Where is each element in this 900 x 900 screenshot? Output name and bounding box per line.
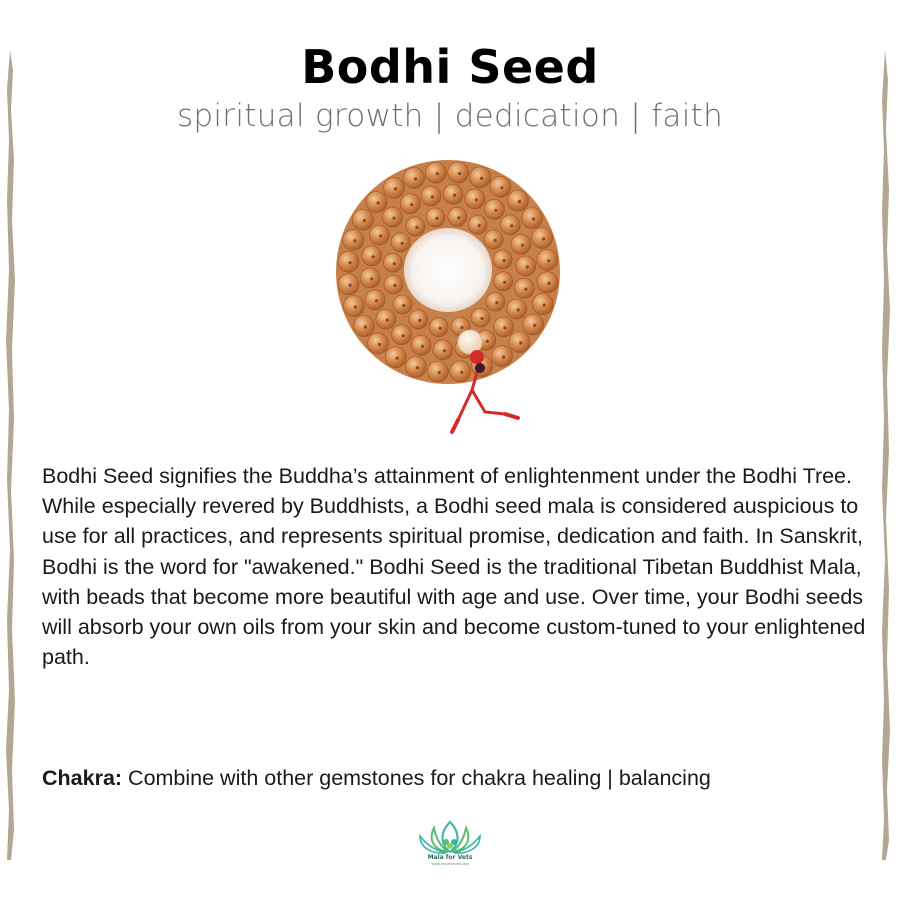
mala-bead: [383, 253, 402, 272]
mala-bead: [405, 356, 426, 377]
bead-speck: [394, 187, 397, 190]
bead-speck: [438, 371, 441, 374]
bodhi-seed-mala-icon: [320, 150, 580, 450]
bead-speck: [402, 304, 405, 307]
mala-bead: [465, 189, 485, 209]
bead-speck: [439, 327, 442, 330]
mala-bead: [522, 208, 543, 229]
bead-speck: [372, 255, 375, 258]
bead-speck: [524, 288, 527, 291]
logo-brand: Mala for Vets: [427, 854, 473, 861]
bead-speck: [354, 305, 357, 308]
mala-bead: [492, 346, 513, 367]
bead-speck: [377, 201, 380, 204]
right-border-stroke: [880, 50, 894, 860]
bead-speck: [503, 326, 506, 329]
bead-speck: [418, 319, 421, 322]
mala-bead: [369, 225, 389, 245]
chakra-label: Chakra:: [42, 766, 123, 790]
bead-speck: [414, 177, 417, 180]
mala-bead: [450, 361, 471, 382]
mala-bead: [421, 186, 441, 206]
mala-bead: [391, 233, 410, 252]
mala-bead: [400, 194, 420, 214]
mala-bead: [338, 274, 359, 295]
mala-bead: [468, 215, 487, 234]
bead-speck: [364, 325, 367, 328]
mala-bead: [532, 228, 553, 249]
mala-bead: [509, 332, 530, 353]
mala-bead: [532, 294, 553, 315]
bead-speck: [386, 319, 389, 322]
page-title: Bodhi Seed: [301, 40, 599, 94]
bead-speck: [402, 334, 405, 337]
bead-speck: [410, 203, 413, 206]
bead-speck: [378, 343, 381, 346]
mala-bead: [429, 318, 448, 337]
mala-bead: [393, 295, 412, 314]
mala-bead: [353, 316, 374, 337]
bead-speck: [458, 172, 461, 175]
bead-speck: [435, 217, 438, 220]
mala-bead: [490, 176, 511, 197]
mala-bead: [383, 207, 403, 227]
mala-bead: [471, 308, 490, 327]
bead-speck: [521, 244, 524, 247]
mala-bead: [425, 162, 446, 183]
mala-bead: [366, 192, 387, 213]
mala-bead: [352, 209, 373, 230]
mala-bead: [385, 347, 406, 368]
mala-bead: [343, 229, 364, 250]
page-subtitle: spiritual growth | dedication | faith: [176, 98, 724, 134]
mala-bead: [433, 340, 453, 360]
bead-speck: [517, 308, 520, 311]
mala-bead: [486, 292, 505, 311]
bead-speck: [457, 216, 460, 219]
bead-speck: [396, 357, 399, 360]
mala-bead: [343, 296, 364, 317]
bead-speck: [392, 217, 395, 220]
mala-bead: [484, 230, 503, 249]
left-border-stroke: [4, 50, 18, 860]
bead-speck: [349, 284, 352, 287]
mala-bead: [384, 275, 403, 294]
bead-speck: [480, 317, 483, 320]
bead-speck: [353, 239, 356, 242]
bead-speck: [502, 356, 505, 359]
mala-bead: [376, 309, 396, 329]
bead-speck: [460, 326, 463, 329]
bead-speck: [453, 194, 456, 197]
mala-bead: [338, 251, 359, 272]
bead-speck: [475, 198, 478, 201]
mala-bead: [360, 268, 380, 288]
bead-speck: [379, 234, 382, 237]
logo-tagline: www.malaforvets.org: [431, 862, 469, 866]
mala-bead: [500, 215, 520, 235]
bead-speck: [494, 239, 497, 242]
mala-bead: [368, 333, 389, 354]
mala-bead: [411, 335, 431, 355]
mala-bead: [406, 217, 425, 236]
bead-speck: [416, 366, 419, 369]
mala-bead: [404, 167, 425, 188]
mala-bead: [470, 167, 491, 188]
bead-speck: [495, 301, 498, 304]
chakra-text: Combine with other gemstones for chakra healing | balancing: [122, 766, 711, 790]
bead-speck: [370, 277, 373, 280]
mala-bead: [392, 325, 412, 345]
mala-bead: [409, 310, 428, 329]
mala-bead: [493, 250, 512, 269]
bead-speck: [510, 224, 513, 227]
mala-bead: [427, 361, 448, 382]
bead-speck: [503, 259, 506, 262]
bead-speck: [543, 304, 546, 307]
mala-bead: [514, 278, 534, 298]
bead-speck: [431, 195, 434, 198]
bead-speck: [401, 242, 404, 245]
bead-speck: [500, 186, 503, 189]
mala-bead: [426, 208, 445, 227]
chakra-line: [42, 764, 872, 792]
mala-bead: [537, 249, 558, 270]
bead-speck: [547, 259, 550, 262]
mala-bead: [537, 272, 558, 293]
bead-speck: [460, 371, 463, 374]
bead-speck: [375, 299, 378, 302]
bead-speck: [547, 282, 550, 285]
bead-speck: [480, 177, 483, 180]
bead-speck: [532, 217, 535, 220]
mala-bead: [494, 272, 513, 291]
bead-speck: [526, 265, 529, 268]
mala-bead: [507, 299, 527, 319]
lotus-logo-icon: [410, 818, 490, 868]
bead-speck: [436, 172, 439, 175]
bead-speck: [478, 224, 481, 227]
bead-speck: [393, 262, 396, 265]
bead-speck: [486, 340, 489, 343]
bead-speck: [443, 349, 446, 352]
mala-bead: [365, 290, 385, 310]
bead-speck: [393, 284, 396, 287]
bead-speck: [503, 281, 506, 284]
mala-bead: [484, 199, 504, 219]
bead-speck: [542, 237, 545, 240]
mala-bead: [384, 177, 405, 198]
bead-speck: [533, 324, 536, 327]
bead-speck: [421, 345, 424, 348]
bead-speck: [518, 200, 521, 203]
bead-speck: [519, 341, 522, 344]
mala-bead: [516, 256, 536, 276]
mala-bead: [443, 184, 463, 204]
mala-bead: [362, 246, 382, 266]
mala-bead: [494, 317, 514, 337]
mala-bead: [508, 190, 529, 211]
description-text: Bodhi Seed signifies the Buddha’s attainment of enlightenment under the Bodhi Tree. While especially revered by Buddhists, a Bodhi seed mala is considered auspicious to use for all practices, and represents spiritual promise, dedication and faith. In Sanskrit, Bodhi is the word for "awakened." Bodhi Seed is the traditional Tibetan Buddhist Mala, with beads that become more beautiful with age and use. Over time, your Bodhi seeds will absorb your own oils from your skin and become custom-tuned to your enlightened path.: [42, 464, 866, 670]
bead-speck: [415, 226, 418, 229]
bead-speck: [348, 261, 351, 264]
mala-bead: [448, 162, 469, 183]
bead-speck: [494, 209, 497, 212]
mala-bead: [523, 314, 544, 335]
mala-bead: [448, 207, 467, 226]
mala-bead: [511, 234, 531, 254]
bead-speck: [363, 219, 366, 222]
